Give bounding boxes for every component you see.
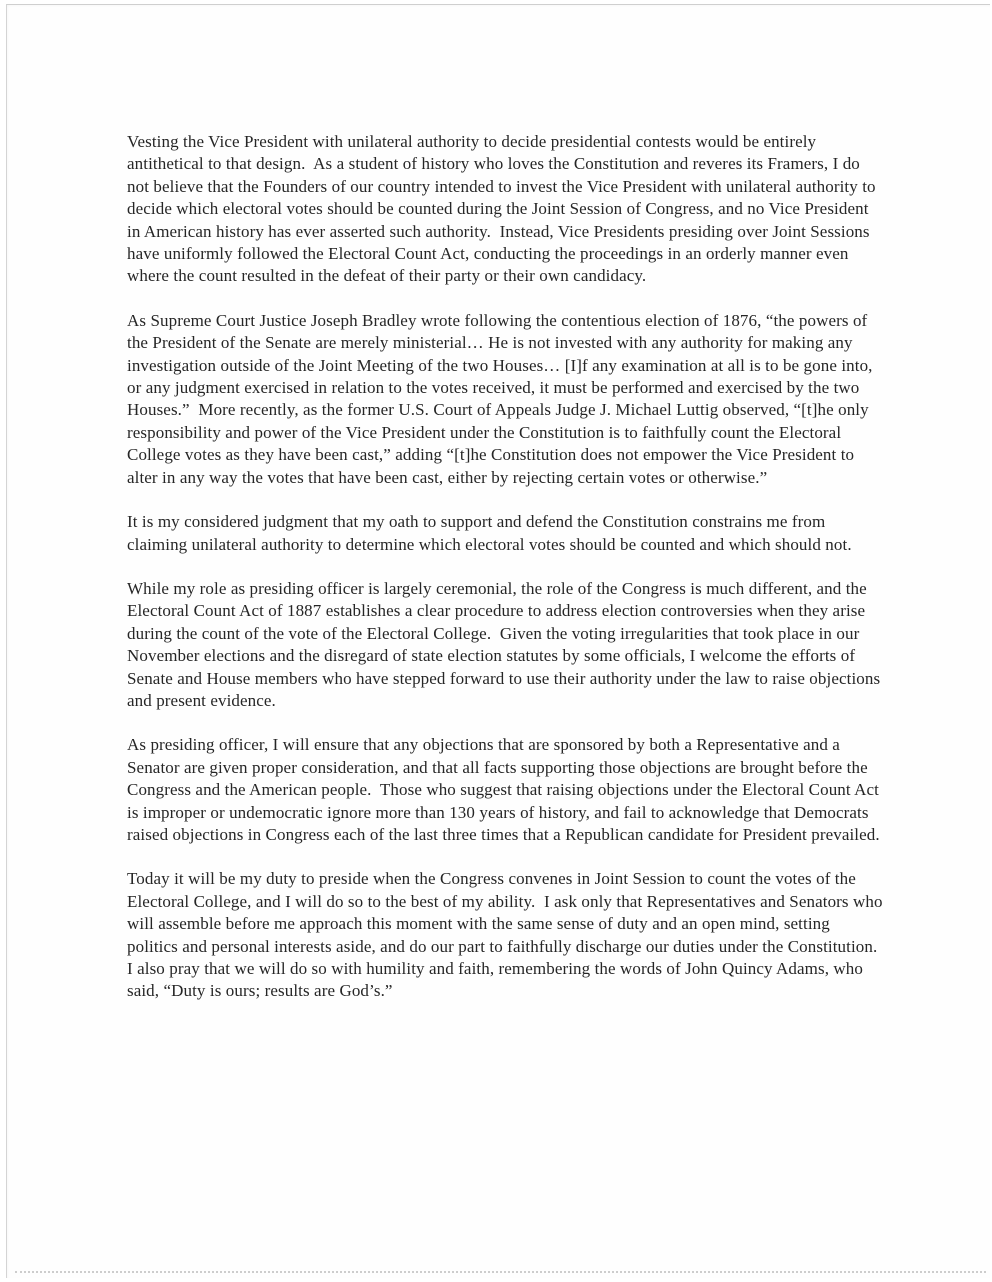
paragraph-objections-consideration: As presiding officer, I will ensure that any objections that are sponsored by both a Representative and a Senator are given proper consideration, and that all facts supporting those objections are brought before the Congress and the American people. Those who suggest that raising objections under the Electoral Count Act is improper or undemocratic ignore more than 130 years of history, and fail to acknowledge that Democrats raised objections in Congress each of the last three times that a Republican candidate for President prevailed.	[127, 735, 884, 844]
scanned-page	[6, 4, 990, 1278]
paragraph-considered-judgment: It is my considered judgment that my oath to support and defend the Constitution constrains me from claiming unilateral authority to determine which electoral votes should be counted and which should not.	[127, 512, 852, 554]
scan-edge-artifact	[15, 1271, 986, 1273]
paragraph-vesting-authority: Vesting the Vice President with unilateral authority to decide presidential contests would be entirely antithetical to that design. As a student of history who loves the Constitution and reveres its Framers, I do not believe that the Founders of our country intended to invest the Vice President with unilateral authority to decide which electoral votes should be counted during the Joint Session of Congress, and no Vice President in American history has ever asserted such authority. Instead, Vice Presidents presiding over Joint Sessions have uniformly followed the Electoral Count Act, conducting the proceedings in an orderly manner even where the count resulted in the defeat of their party or their own candidacy.	[127, 132, 880, 286]
paragraph-presiding-officer-role: While my role as presiding officer is largely ceremonial, the role of the Congress is much different, and the Electoral Count Act of 1887 establishes a clear procedure to address election controversies when they arise during the count of the vote of the Electoral College. Given the voting irregularities that took place in our November elections and the disregard of state election statutes by some officials, I welcome the efforts of Senate and House members who have stepped forward to use their authority under the law to raise objections and present evidence.	[127, 578, 885, 710]
paragraph-duty-to-preside: Today it will be my duty to preside when the Congress convenes in Joint Session to count the votes of the Electoral College, and I will do so to the best of my ability. I ask only that Representatives and Senators who will assemble before me approach this moment with the same sense of duty and an open mind, setting politics and personal interests aside, and do our part to faithfully discharge our duties under the Constitution. I also pray that we will do so with humility and faith, remembering the words of John Quincy Adams, who said, “Duty is ours; results are God’s.”	[127, 869, 887, 1001]
paragraph-bradley-luttig-quotes: As Supreme Court Justice Joseph Bradley wrote following the contentious election of 1876, “the powers of the President of the Senate are merely ministerial… He is not invested with any authority for making any investigation outside of the Joint Meeting of the two Houses… [I]f any examination at all is to be gone into, or any judgment exercised in relation to the votes received, it must be performed and exercised by the two Houses.” More recently, as the former U.S. Court of Appeals Judge J. Michael Luttig observed, “[t]he only responsibility and power of the Vice President under the Constitution is to faithfully count the Electoral College votes as they have been cast,” adding “[t]he Constitution does not empower the Vice President to alter in any way the votes that have been cast, either by rejecting certain votes or otherwise.”	[127, 310, 877, 487]
letter-body	[127, 131, 885, 1025]
